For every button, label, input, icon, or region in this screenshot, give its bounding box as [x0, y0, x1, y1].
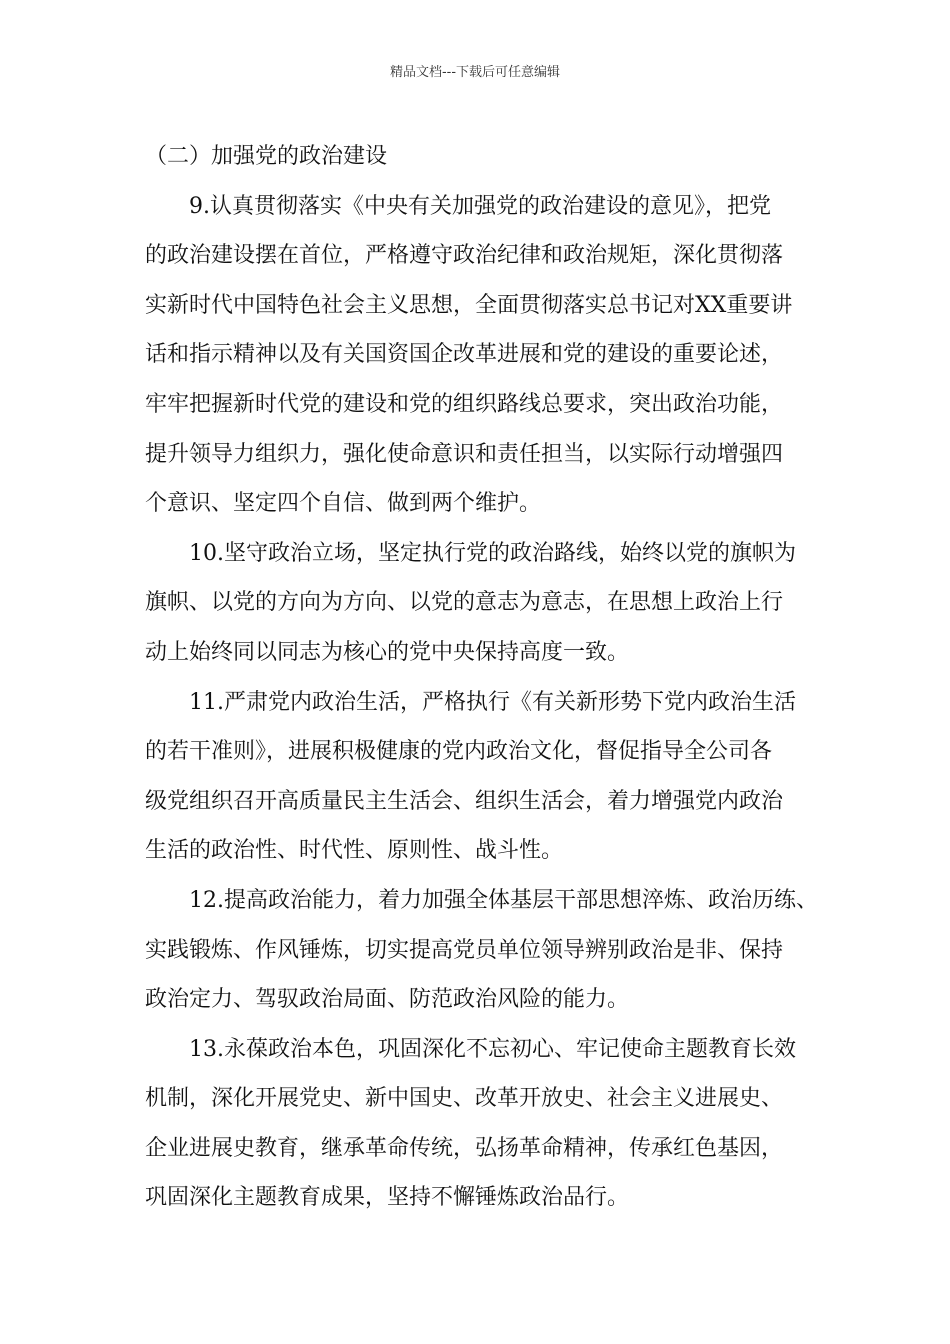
paragraph-11 — [145, 678, 835, 876]
paragraph-line: 话和指示精神以及有关国资国企改革进展和党的建设的重要论述， — [145, 342, 784, 368]
paragraph-line: 旗帜、以党的方向为方向、以党的意志为意志，在思想上政治上行 — [145, 590, 784, 616]
paragraph-10 — [145, 529, 835, 678]
paragraph-13 — [145, 1025, 835, 1223]
paragraph-line: 动上始终同以同志为核心的党中央保持高度一致。 — [145, 639, 630, 665]
paragraph-line: 级党组织召开高质量民主生活会、组织生活会，着力增强党内政治 — [145, 788, 784, 814]
paragraph-line: 政治定力、驾驭政治局面、防范政治风险的能力。 — [145, 987, 630, 1013]
paragraph-line: 13.永葆政治本色，巩固深化不忘初心、牢记使命主题教育长效 — [189, 1036, 796, 1062]
paragraph-line: 机制，深化开展党史、新中国史、改革开放史、社会主义进展史、 — [145, 1086, 784, 1112]
paragraph-line: 提升领导力组织力，强化使命意识和责任担当，以实际行动增强四 — [145, 441, 784, 467]
paragraph-line: 牢牢把握新时代党的建设和党的组织路线总要求，突出政治功能， — [145, 391, 784, 417]
paragraph-line: 生活的政治性、时代性、原则性、战斗性。 — [145, 838, 564, 864]
paragraph-line: 实践锻炼、作风锤炼，切实提高党员单位领导辨别政治是非、保持 — [145, 937, 784, 963]
paragraph-line: 10.坚守政治立场，坚定执行党的政治路线，始终以党的旗帜为 — [189, 540, 796, 566]
paragraph-9 — [145, 182, 835, 529]
section-heading-text: （二）加强党的政治建设 — [145, 144, 388, 169]
paragraph-line: 12.提高政治能力，着力加强全体基层干部思想淬炼、政治历练、 — [189, 887, 818, 913]
paragraph-line: 巩固深化主题教育成果，坚持不懈锤炼政治品行。 — [145, 1185, 630, 1211]
paragraph-line: 9.认真贯彻落实《中央有关加强党的政治建设的意见》，把党 — [189, 193, 771, 219]
paragraph-line: 个意识、坚定四个自信、做到两个维护。 — [145, 491, 542, 517]
paragraph-12 — [145, 876, 835, 1025]
paragraph-line: 实新时代中国特色社会主义思想，全面贯彻落实总书记对XX重要讲 — [145, 292, 793, 318]
section-heading — [145, 132, 835, 182]
paragraph-line: 的若干准则》，进展积极健康的党内政治文化，督促指导全公司各 — [145, 739, 773, 765]
paragraph-line: 企业进展史教育，继承革命传统，弘扬革命精神，传承红色基因， — [145, 1135, 784, 1161]
paragraph-line: 11.严肃党内政治生活，严格执行《有关新形势下党内政治生活 — [189, 689, 796, 715]
document-body — [145, 132, 835, 1223]
paragraph-line: 的政治建设摆在首位，严格遵守政治纪律和政治规矩，深化贯彻落 — [145, 243, 784, 269]
page-header: 精品文档---下载后可任意编辑 — [389, 65, 561, 80]
